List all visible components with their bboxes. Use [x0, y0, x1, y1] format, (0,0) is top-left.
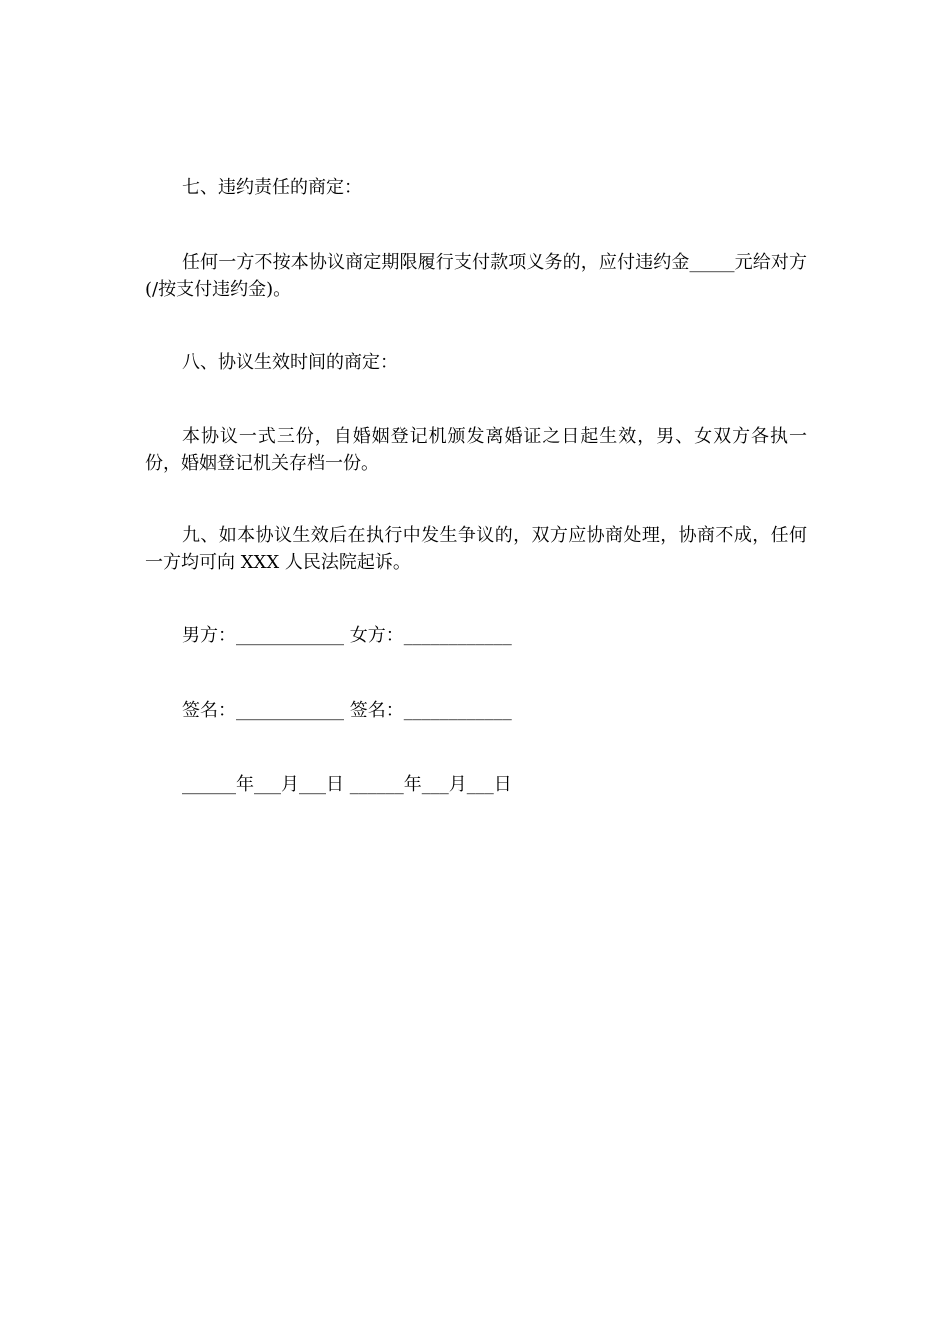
section-7-heading: 七、违约责任的商定：	[182, 177, 362, 198]
date-line: ______年___月___日 ______年___月___日	[182, 774, 512, 795]
section-8-heading: 八、协议生效时间的商定：	[182, 352, 398, 373]
section-7-body: 任何一方不按本协议商定期限履行支付款项义务的，应付违约金_____元给对方(/按支付违约金)。	[145, 252, 807, 300]
section-8-body: 本协议一式三份，自婚姻登记机颁发离婚证之日起生效，男、女双方各执一份，婚姻登记机关存档一份。	[145, 426, 807, 474]
section-9-body: 九、如本协议生效后在执行中发生争议的，双方应协商处理，协商不成，任何一方均可向 XXX 人民法院起诉。	[145, 525, 807, 573]
parties-line: 男方：____________ 女方：____________	[182, 625, 512, 646]
signature-line: 签名：____________ 签名：____________	[182, 700, 512, 721]
